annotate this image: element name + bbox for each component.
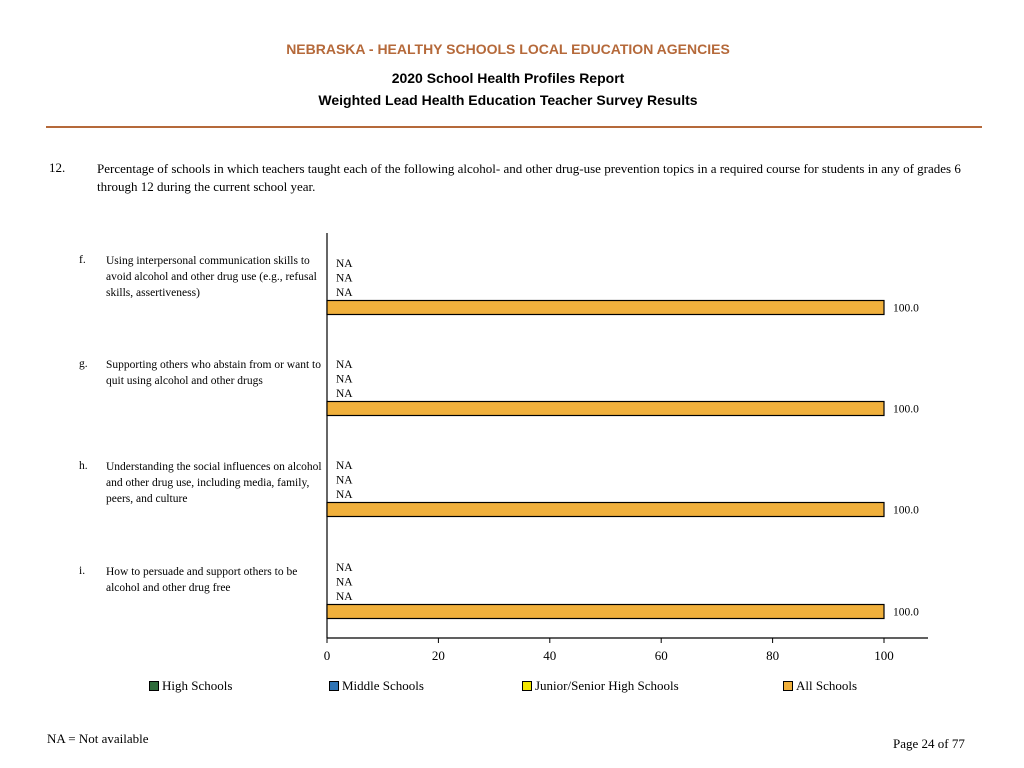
legend-swatch-all-schools bbox=[783, 681, 793, 691]
x-tick-label-20: 20 bbox=[431, 648, 445, 663]
legend-item-junior-senior bbox=[522, 678, 679, 694]
bar-label-h-high-schools: NA bbox=[336, 460, 353, 472]
x-tick-label-0: 0 bbox=[323, 648, 331, 663]
x-tick-label-40: 40 bbox=[543, 648, 557, 663]
organization-title: NEBRASKA - HEALTHY SCHOOLS LOCAL EDUCATION AGENCIES bbox=[286, 41, 730, 57]
item-letter-f: f. bbox=[79, 254, 86, 266]
legend-label-high-schools: High Schools bbox=[162, 678, 233, 693]
bar-label-h-all-schools: 100.0 bbox=[893, 504, 919, 517]
bar-g-all-schools bbox=[327, 402, 884, 416]
item-letter-g: g. bbox=[79, 358, 88, 370]
bar-label-g-all-schools: 100.0 bbox=[893, 403, 919, 416]
legend-label-middle-schools: Middle Schools bbox=[342, 678, 424, 693]
question-number: 12. bbox=[49, 160, 66, 175]
x-tick-label-60: 60 bbox=[654, 648, 668, 663]
item-letter-i: i. bbox=[79, 565, 86, 577]
bar-label-i-middle-schools: NA bbox=[336, 576, 353, 589]
item-label-i: How to persuade and support others to be alcohol and other drug free bbox=[106, 566, 298, 594]
legend-swatch-middle-schools bbox=[329, 681, 339, 691]
footnote: NA = Not available bbox=[47, 731, 149, 746]
report-subtitle: Weighted Lead Health Education Teacher Survey Results bbox=[318, 92, 698, 108]
bar-label-h-junior-senior-high-schools: NA bbox=[336, 489, 353, 501]
bar-label-f-junior-senior-high-schools: NA bbox=[336, 287, 353, 299]
item-label-h: Understanding the social influences on alcohol and other drug use, including media, family, peers, and culture bbox=[106, 461, 322, 505]
bar-h-all-schools bbox=[327, 503, 884, 517]
legend-item-all-schools bbox=[783, 678, 857, 694]
bar-label-f-middle-schools: NA bbox=[336, 272, 353, 285]
legend-swatch-junior-senior bbox=[522, 681, 532, 691]
legend-swatch-high-schools bbox=[149, 681, 159, 691]
legend-item-middle-schools bbox=[329, 678, 424, 694]
bar-label-h-middle-schools: NA bbox=[336, 474, 353, 487]
legend-label-all-schools: All Schools bbox=[796, 678, 858, 693]
legend-label-junior-senior: Junior/Senior High Schools bbox=[535, 678, 679, 693]
report-title: 2020 School Health Profiles Report bbox=[391, 70, 625, 86]
bar-label-i-high-schools: NA bbox=[336, 562, 353, 574]
legend-item-high-schools bbox=[149, 678, 232, 694]
item-letter-h: h. bbox=[79, 460, 88, 472]
x-tick-label-100: 100 bbox=[874, 648, 894, 663]
question-text: Percentage of schools in which teachers taught each of the following alcohol- and other drug-use prevention topics in a required course for students in any of grades 6 through 12 during the current school year. bbox=[97, 161, 961, 194]
bar-label-g-high-schools: NA bbox=[336, 359, 353, 371]
bar-label-f-high-schools: NA bbox=[336, 258, 353, 270]
bar-label-g-junior-senior-high-schools: NA bbox=[336, 388, 353, 400]
bar-label-f-all-schools: 100.0 bbox=[893, 302, 919, 315]
bar-label-g-middle-schools: NA bbox=[336, 373, 353, 386]
bar-i-all-schools bbox=[327, 605, 884, 619]
page-number: Page 24 of 77 bbox=[893, 736, 965, 751]
bar-label-i-all-schools: 100.0 bbox=[893, 606, 919, 619]
bar-f-all-schools bbox=[327, 301, 884, 315]
item-label-g: Supporting others who abstain from or want to quit using alcohol and other drugs bbox=[106, 359, 321, 387]
bar-label-i-junior-senior-high-schools: NA bbox=[336, 591, 353, 603]
item-label-f: Using interpersonal communication skills to avoid alcohol and other drug use (e.g., refusal skills, assertiveness) bbox=[106, 255, 317, 299]
x-tick-label-80: 80 bbox=[766, 648, 780, 663]
